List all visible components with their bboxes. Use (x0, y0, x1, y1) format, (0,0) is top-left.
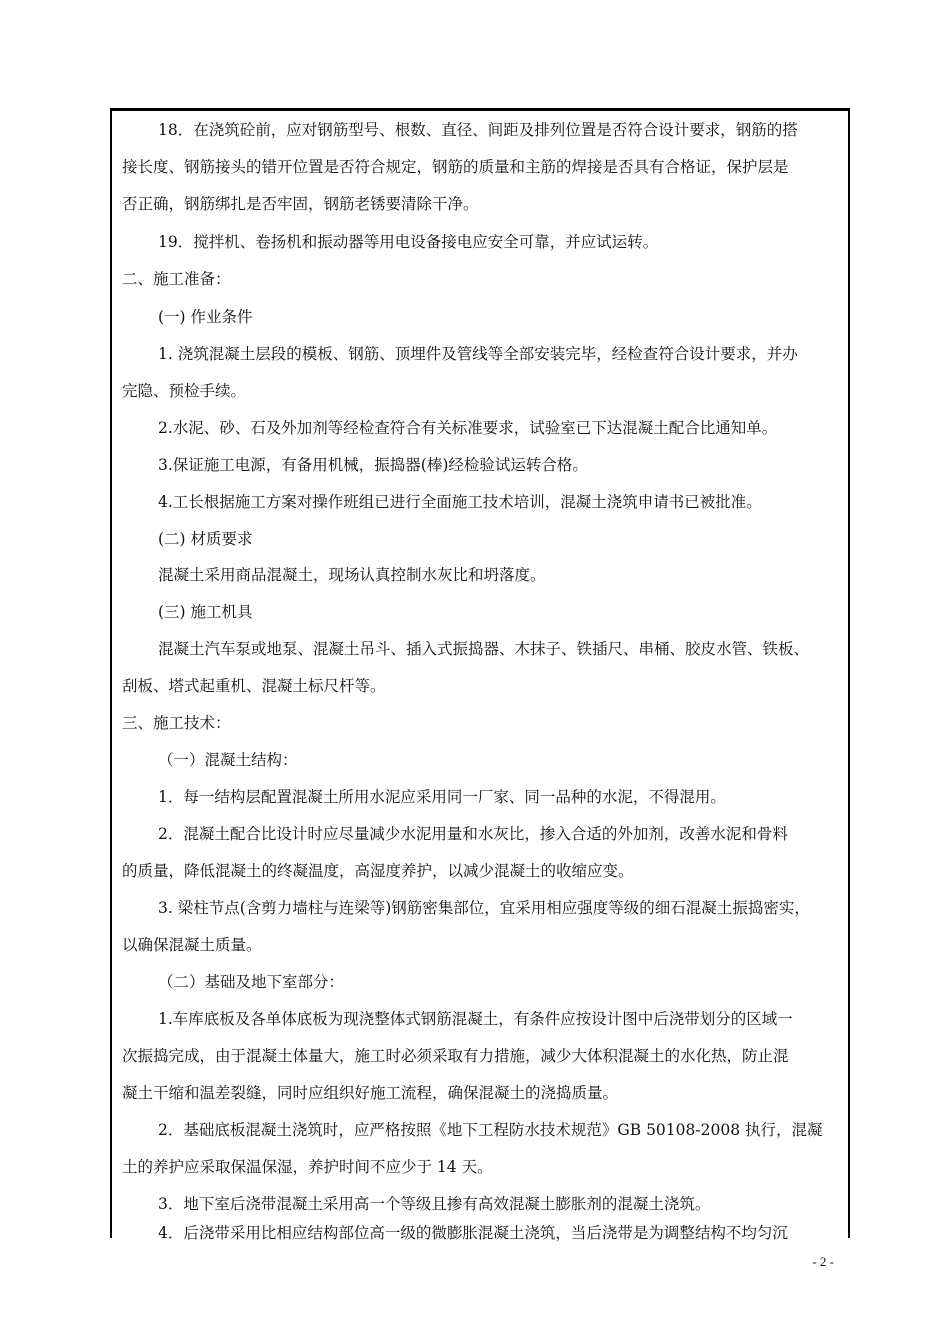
text-line: 1．每一结构层配置混凝土所用水泥应采用同一厂家、同一品种的水泥，不得混用。 (158, 788, 726, 806)
section-heading: 二、施工准备： (122, 270, 231, 288)
text-line: 完隐、预检手续。 (122, 382, 247, 400)
text-line: 3. 梁柱节点(含剪力墙柱与连梁等)钢筋密集部位，宜采用相应强度等级的细石混凝土振捣密实， (158, 899, 810, 917)
text-line: 1. 浇筑混凝土层段的模板、钢筋、顶埋件及管线等全部安装完毕，经检查符合设计要求，并办 (158, 345, 798, 363)
section-heading: 三、施工技术： (122, 714, 231, 732)
text-line: 否正确，钢筋绑扎是否牢固，钢筋老锈要清除干净。 (122, 195, 479, 213)
text-line: 刮板、塔式起重机、混凝土标尺杆等。 (122, 677, 386, 695)
text-line: 次振捣完成，由于混凝土体量大，施工时必须采取有力措施，减少大体积混凝土的水化热，防止混 (122, 1047, 789, 1065)
subsection-heading: (二) 材质要求 (158, 530, 253, 548)
text-line: 土的养护应采取保温保湿，养护时间不应少于 14 天。 (122, 1158, 493, 1176)
text-line: 凝土干缩和温差裂缝，同时应组织好施工流程，确保混凝土的浇捣质量。 (122, 1084, 619, 1102)
text-line: 18．在浇筑砼前，应对钢筋型号、根数、直径、间距及排列位置是否符合设计要求，钢筋的搭 (158, 121, 798, 139)
text-line: 的质量，降低混凝土的终凝温度，高湿度养护，以减少混凝土的收缩应变。 (122, 862, 634, 880)
subsection-heading: （二）基础及地下室部分： (158, 973, 345, 991)
text-line: 以确保混凝土质量。 (122, 936, 262, 954)
text-line: 4．后浇带采用比相应结构部位高一级的微膨胀混凝土浇筑，当后浇带是为调整结构不均匀沉 (158, 1224, 788, 1242)
text-line: 3.保证施工电源，有备用机械，振捣器(棒)经检验试运转合格。 (158, 456, 588, 474)
text-line: 混凝土采用商品混凝土，现场认真控制水灰比和坍落度。 (158, 566, 546, 584)
text-line: 1.车库底板及各单体底板为现浇整体式钢筋混凝土，有条件应按设计图中后浇带划分的区域一 (158, 1010, 793, 1028)
subsection-heading: (一) 作业条件 (158, 308, 253, 326)
page-number: - 2 - (812, 1254, 834, 1269)
subsection-heading: (三) 施工机具 (158, 603, 253, 621)
text-line: 混凝土汽车泵或地泵、混凝土吊斗、插入式振捣器、木抹子、铁插尺、串桶、胶皮水管、铁板、 (158, 640, 810, 658)
text-line: 2．基础底板混凝土浇筑时，应严格按照《地下工程防水技术规范》GB 50108-2008 执行，混凝 (158, 1121, 823, 1139)
text-line: 19．搅拌机、卷扬机和振动器等用电设备接电应安全可靠，并应试运转。 (158, 233, 659, 251)
subsection-heading: （一）混凝土结构： (158, 751, 298, 769)
text-line: 2.水泥、砂、石及外加剂等经检查符合有关标准要求，试验室已下达混凝土配合比通知单。 (158, 419, 778, 437)
text-line: 3．地下室后浇带混凝土采用高一个等级且掺有高效混凝土膨胀剂的混凝土浇筑。 (158, 1195, 711, 1213)
text-line: 4.工长根据施工方案对操作班组已进行全面施工技术培训，混凝土浇筑申请书已被批准。 (158, 493, 762, 511)
text-line: 接长度、钢筋接头的错开位置是否符合规定，钢筋的质量和主筋的焊接是否具有合格证，保护层是 (122, 158, 789, 176)
text-line: 2．混凝土配合比设计时应尽量减少水泥用量和水灰比，掺入合适的外加剂，改善水泥和骨料 (158, 825, 788, 843)
